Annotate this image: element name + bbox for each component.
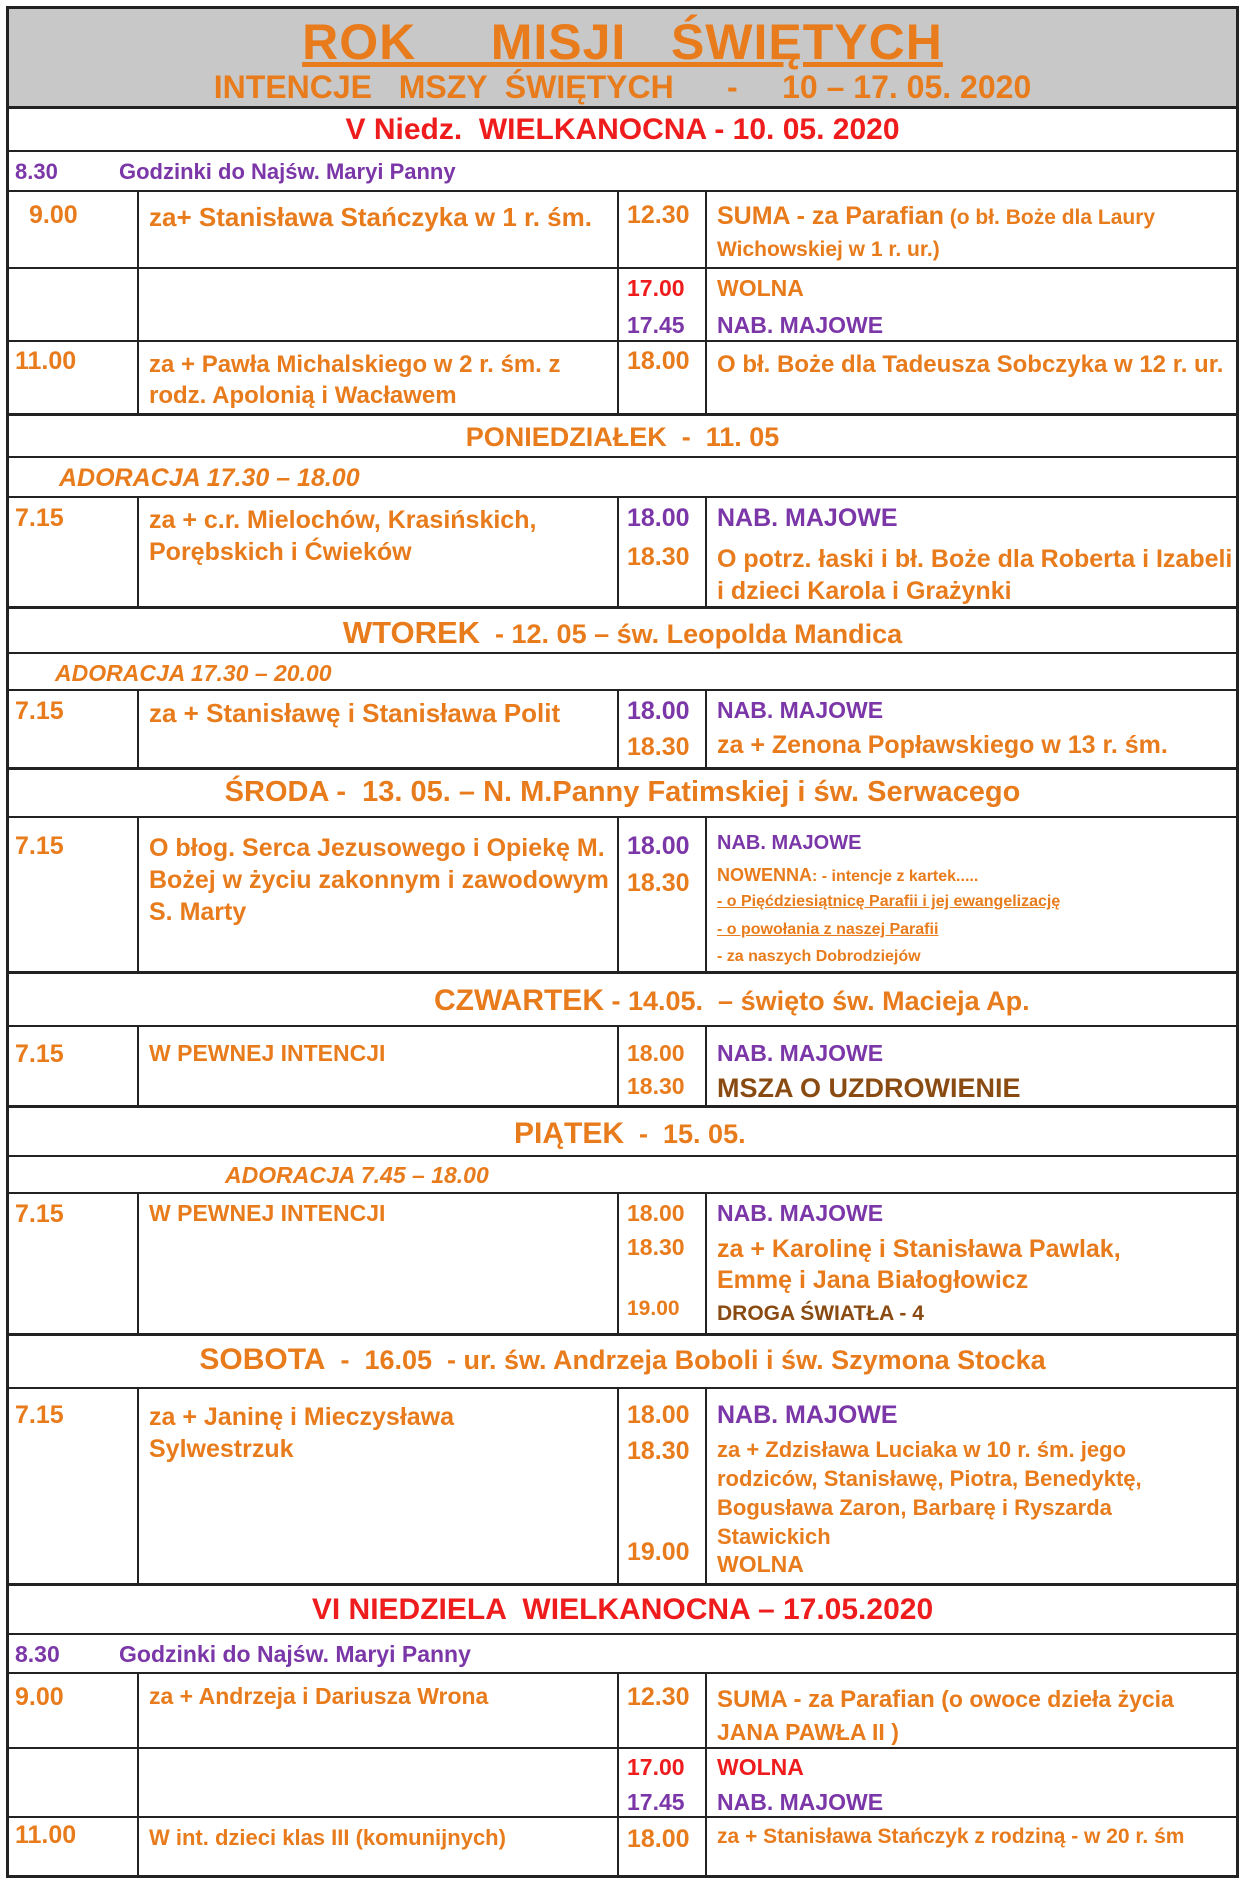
godzinki-time: 8.30 [15, 159, 58, 184]
divider [9, 1387, 1236, 1389]
divider [9, 150, 1236, 152]
mass-intention: za + Andrzeja i Dariusza Wrona [149, 1683, 489, 1709]
mass-time: 7.15 [15, 832, 64, 860]
mass-time: 18.00 [627, 1825, 690, 1853]
mass-time: 18.00 [627, 1040, 685, 1066]
day-heading-sunday-1: V Niedz. WIELKANOCNA - 10. 05. 2020 [345, 113, 900, 146]
day-name: PIĄTEK [514, 1117, 625, 1150]
mass-intention: O potrz. łaski i bł. Boże dla Roberta i Izabeli i dzieci Karola i Grażynki [717, 545, 1233, 605]
column-divider [617, 1672, 619, 1878]
mass-intention [717, 1683, 1237, 1749]
mass-time: 17.00 [627, 275, 685, 301]
day-heading-wednesday: ŚRODA - 13. 05. – N. M.Panny Fatimskiej i św. Serwacego [224, 776, 1021, 808]
divider [9, 496, 1236, 498]
column-divider [705, 689, 707, 767]
mass-time: 7.15 [15, 1040, 64, 1068]
mass-intention: NAB. MAJOWE [717, 1789, 884, 1815]
mass-intention: NAB. MAJOWE [717, 504, 898, 532]
day-detail: - 14.05. – święto św. Macieja Ap. [603, 986, 1030, 1016]
mass-intention: W int. dzieci klas III (komunijnych) [149, 1825, 506, 1850]
day-divider [9, 606, 1236, 609]
day-divider [9, 767, 1236, 770]
suma-label: SUMA - za Parafian [717, 202, 944, 230]
mass-time: 19.00 [627, 1538, 690, 1566]
mass-intention: O bł. Boże dla Tadeusza Sobczyka w 12 r. ur. [717, 351, 1224, 378]
novena-line [717, 865, 978, 886]
column-divider [617, 496, 619, 606]
novena-line: - za naszych Dobrodziejów [717, 948, 921, 965]
mass-intention: WOLNA [717, 1754, 804, 1780]
suma-extra: (o bł. Boże dla Laury Wichowskiej w 1 r. ur.) [717, 206, 1156, 261]
mass-time: 18.30 [627, 543, 690, 571]
day-name: CZWARTEK [434, 984, 604, 1017]
divider [9, 689, 1236, 691]
day-name: WTOREK [342, 615, 481, 650]
mass-time: 18.00 [627, 832, 690, 860]
day-detail: - 12. 05 – św. Leopolda Mandica [480, 619, 903, 649]
mass-time: 18.00 [627, 504, 690, 532]
mass-intention: za+ Stanisława Stańczyka w 1 r. śm. [149, 202, 592, 232]
divider [9, 1816, 1236, 1818]
mass-time: 7.15 [15, 1200, 64, 1228]
column-divider [705, 1025, 707, 1105]
mass-time: 18.00 [627, 1401, 690, 1429]
mass-time: 18.30 [627, 1437, 690, 1465]
mass-intention: za + Stanisławę i Stanisława Polit [149, 698, 561, 728]
godzinki-time: 8.30 [15, 1641, 60, 1667]
mass-intention: W PEWNEJ INTENCJI [149, 1040, 386, 1066]
column-divider [617, 689, 619, 767]
mass-time: 17.45 [627, 1789, 685, 1815]
column-divider [705, 816, 707, 971]
adoration-note: ADORACJA 17.30 – 20.00 [55, 660, 332, 686]
suma-extra: (o owoce dzieła życia JANA PAWŁA II ) [717, 1686, 1174, 1745]
column-divider [137, 1025, 139, 1105]
mass-time: 18.30 [627, 733, 690, 761]
godzinki-text: Godzinki do Najśw. Maryi Panny [119, 1641, 471, 1667]
column-divider [705, 1387, 707, 1583]
mass-time: 7.15 [15, 697, 64, 725]
mass-intention: DROGA ŚWIATŁA - 4 [717, 1302, 924, 1325]
divider [9, 456, 1236, 458]
column-divider [137, 496, 139, 606]
day-divider [9, 971, 1236, 974]
divider [9, 1633, 1236, 1635]
divider [9, 1192, 1236, 1194]
intentions-sheet [6, 6, 1239, 1878]
column-divider [617, 1192, 619, 1333]
column-divider [705, 1192, 707, 1333]
mass-intention: za + Zdzisława Luciaka w 10 r. śm. jego rodziców, Stanisławę, Piotra, Benedyktę, Bogusława Zaron, Barbarę i Ryszarda Stawickich [717, 1437, 1142, 1549]
adoration-note: ADORACJA 7.45 – 18.00 [225, 1162, 489, 1188]
mass-time: 17.00 [627, 1754, 685, 1780]
novena-detail: : - intencje z kartek..... [812, 868, 979, 885]
divider [9, 267, 1236, 269]
mass-time: 11.00 [15, 1821, 77, 1849]
mass-intention: NAB. MAJOWE [717, 832, 862, 854]
divider [9, 1747, 1236, 1749]
day-detail: - 15. 05. [624, 1119, 746, 1149]
mass-intention: za + c.r. Mielochów, Krasińskich, Porębskich i Ćwieków [149, 506, 537, 566]
mass-intention: MSZA O UZDROWIENIE [717, 1073, 1021, 1103]
day-divider [9, 413, 1236, 416]
column-divider [137, 190, 139, 413]
day-divider [9, 1333, 1236, 1336]
mass-time: 18.30 [627, 1073, 685, 1099]
mass-time: 18.00 [627, 347, 690, 375]
column-divider [617, 1387, 619, 1583]
column-divider [137, 689, 139, 767]
column-divider [705, 190, 707, 413]
novena-line: - o Pięćdziesiątnicę Parafii i jej ewangelizację [717, 893, 1061, 910]
page-header [9, 9, 1236, 109]
mass-time: 18.30 [627, 869, 690, 897]
day-detail: - 16.05 - ur. św. Andrzeja Boboli i św. Szymona Stocka [325, 1345, 1046, 1375]
day-divider [9, 1105, 1236, 1108]
mass-intention: NAB. MAJOWE [717, 697, 884, 723]
divider [9, 340, 1236, 342]
mass-time: 12.30 [627, 201, 690, 229]
column-divider [617, 1025, 619, 1105]
mass-intention: za + Pawła Michalskiego w 2 r. śm. z rodz. Apolonią i Wacławem [149, 351, 561, 409]
column-divider [137, 1192, 139, 1333]
mass-intention: O błog. Serca Jezusowego i Opiekę M. Bożej w życiu zakonnym i zawodowym S. Marty [149, 834, 609, 926]
divider [9, 1672, 1236, 1674]
divider [9, 1025, 1236, 1027]
day-heading-thursday [9, 984, 1236, 1018]
mass-time: 7.15 [15, 1401, 64, 1429]
mass-intention: WOLNA [717, 275, 804, 301]
page-subtitle: INTENCJE MSZY ŚWIĘTYCH - 10 – 17. 05. 2020 [213, 69, 1032, 105]
mass-time: 18.00 [627, 697, 690, 725]
mass-intention: za + Karolinę i Stanisława Pawlak, Emmę i Jana Białogłowicz [717, 1235, 1121, 1294]
mass-time: 9.00 [15, 1683, 64, 1711]
column-divider [617, 816, 619, 971]
divider [9, 652, 1236, 654]
day-divider [9, 1583, 1236, 1586]
mass-intention: WOLNA [717, 1551, 804, 1577]
mass-time: 9.00 [29, 201, 78, 229]
novena-line: - o powołania z naszej Parafii [717, 921, 939, 938]
mass-time: 12.30 [627, 1683, 690, 1711]
page-title: ROK MISJI ŚWIĘTYCH [302, 14, 943, 70]
divider [9, 1155, 1236, 1157]
mass-time: 18.00 [627, 1200, 685, 1226]
day-name: SOBOTA [199, 1343, 326, 1376]
column-divider [137, 1672, 139, 1878]
mass-time: 7.15 [15, 504, 64, 532]
mass-time: 17.45 [627, 312, 685, 338]
mass-intention: NAB. MAJOWE [717, 1040, 884, 1066]
divider [9, 190, 1236, 192]
column-divider [705, 1672, 707, 1878]
day-heading-tuesday [9, 615, 1236, 651]
column-divider [705, 496, 707, 606]
day-heading-monday: PONIEDZIAŁEK - 11. 05 [465, 422, 780, 452]
mass-intention [717, 201, 1232, 265]
day-heading-saturday [9, 1343, 1236, 1377]
column-divider [617, 190, 619, 413]
adoration-note: ADORACJA 17.30 – 18.00 [59, 464, 360, 492]
day-heading-friday [9, 1117, 1236, 1151]
column-divider [137, 1387, 139, 1583]
suma-label: SUMA - za Parafian [717, 1686, 935, 1713]
mass-intention: NAB. MAJOWE [717, 1401, 898, 1429]
mass-time: 19.00 [627, 1297, 680, 1320]
mass-intention: W PEWNEJ INTENCJI [149, 1200, 386, 1226]
novena-label: NOWENNA [717, 865, 812, 885]
mass-intention: za + Stanisława Stańczyk z rodziną - w 20 r. śm [717, 1825, 1185, 1848]
godzinki-text: Godzinki do Najśw. Maryi Panny [119, 159, 456, 184]
mass-intention: NAB. MAJOWE [717, 312, 884, 338]
divider [9, 816, 1236, 818]
mass-intention: za + Zenona Popławskiego w 13 r. śm. [717, 731, 1168, 759]
day-heading-sunday-2: VI NIEDZIELA WIELKANOCNA – 17.05.2020 [311, 1593, 934, 1626]
mass-time: 18.30 [627, 1234, 685, 1260]
mass-time: 11.00 [15, 347, 77, 375]
mass-intention: NAB. MAJOWE [717, 1200, 884, 1226]
column-divider [137, 816, 139, 971]
mass-intention: za + Janinę i Mieczysława Sylwestrzuk [149, 1403, 455, 1463]
